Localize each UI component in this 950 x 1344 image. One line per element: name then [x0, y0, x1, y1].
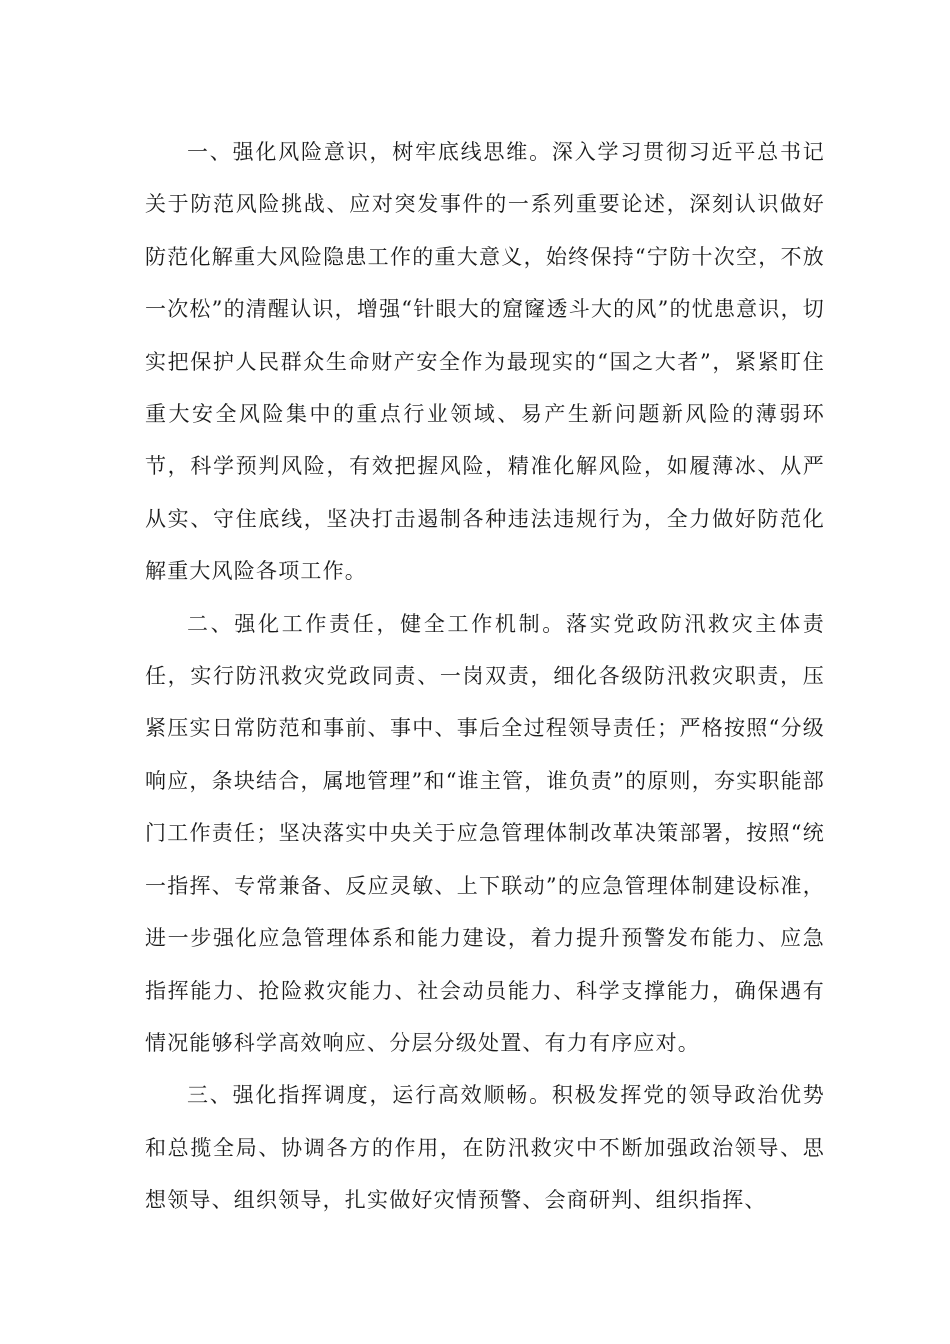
paragraph-3: 三、强化指挥调度，运行高效顺畅。积极发挥党的领导政治优势和总揽全局、协调各方的作用，在防汛救灾中不断加强政治领导、思想领导、组织领导，扎实做好灾情预警、会商研判、组织指挥、	[145, 1083, 825, 1213]
paragraph-2: 二、强化工作责任，健全工作机制。落实党政防汛救灾主体责任，实行防汛救灾党政同责、一岗双责，细化各级防汛救灾职责，压紧压实日常防范和事前、事中、事后全过程领导责任；严格按照“分级响应，条块结合，属地管理”和“谁主管，谁负责”的原则，夯实职能部门工作责任；坚决落实中央关于应急管理体制改革决策部署，按照“统一指挥、专常兼备、反应灵敏、上下联动”的应急管理体制建设标准，进一步强化应急管理体系和能力建设，着力提升预警发布能力、应急指挥能力、抢险救灾能力、社会动员能力、科学支撑能力，确保遇有情况能够科学高效响应、分层分级处置、有力有序应对。	[145, 611, 825, 1055]
paragraph-1: 一、强化风险意识，树牢底线思维。深入学习贯彻习近平总书记关于防范风险挑战、应对突发事件的一系列重要论述，深刻认识做好防范化解重大风险隐患工作的重大意义，始终保持“宁防十次空，不放一次松”的清醒认识，增强“针眼大的窟窿透斗大的风”的忧患意识，切实把保护人民群众生命财产安全作为最现实的“国之大者”，紧紧盯住重大安全风险集中的重点行业领域、易产生新问题新风险的薄弱环节，科学预判风险，有效把握风险，精准化解风险，如履薄冰、从严从实、守住底线，坚决打击遏制各种违法违规行为，全力做好防范化解重大风险各项工作。	[145, 140, 825, 584]
document-body	[145, 126, 825, 1227]
